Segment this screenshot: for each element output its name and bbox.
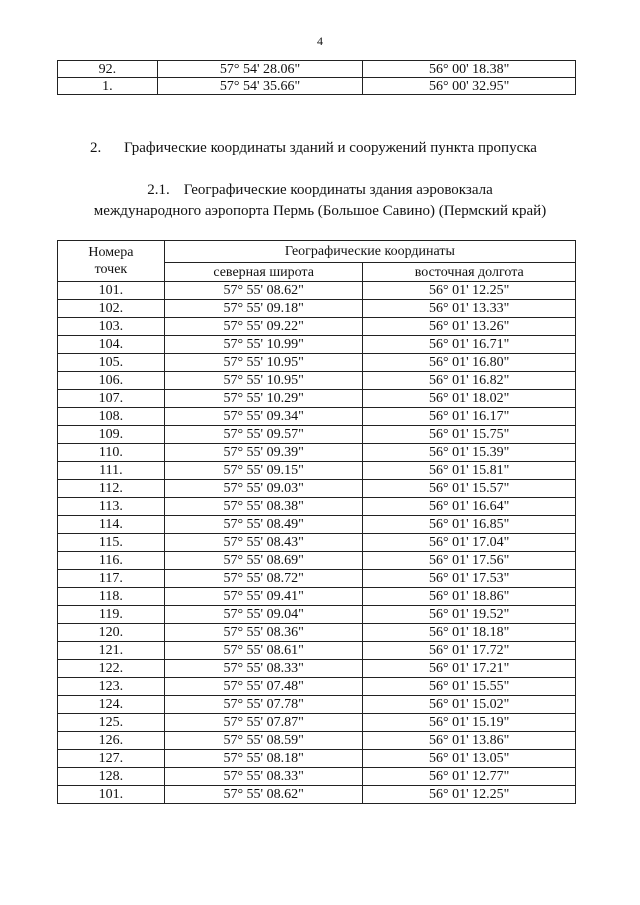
latitude-cell: 57° 55' 09.34" bbox=[164, 408, 363, 426]
point-number-cell: 103. bbox=[58, 318, 165, 336]
table-row bbox=[58, 606, 576, 624]
latitude-cell: 57° 55' 09.04" bbox=[164, 606, 363, 624]
latitude-cell: 57° 54' 28.06" bbox=[157, 61, 363, 78]
longitude-cell: 56° 01' 17.56" bbox=[363, 552, 576, 570]
point-number-cell: 92. bbox=[58, 61, 158, 78]
point-number-cell: 128. bbox=[58, 768, 165, 786]
point-number-cell: 104. bbox=[58, 336, 165, 354]
table-row bbox=[58, 696, 576, 714]
continuation-table-body bbox=[58, 61, 576, 95]
table-row bbox=[58, 61, 576, 78]
latitude-cell: 57° 55' 08.62" bbox=[164, 786, 363, 804]
longitude-cell: 56° 01' 12.25" bbox=[363, 786, 576, 804]
longitude-cell: 56° 01' 16.17" bbox=[363, 408, 576, 426]
latitude-cell: 57° 55' 10.95" bbox=[164, 372, 363, 390]
longitude-cell: 56° 01' 13.26" bbox=[363, 318, 576, 336]
point-number-cell: 119. bbox=[58, 606, 165, 624]
table-row bbox=[58, 570, 576, 588]
coordinates-table bbox=[57, 240, 576, 804]
header-point-number-line2: точек bbox=[94, 262, 128, 277]
table-row bbox=[58, 678, 576, 696]
point-number-cell: 1. bbox=[58, 78, 158, 95]
section-heading bbox=[90, 140, 537, 157]
longitude-cell: 56° 01' 16.64" bbox=[363, 498, 576, 516]
latitude-cell: 57° 55' 08.61" bbox=[164, 642, 363, 660]
table-row bbox=[58, 768, 576, 786]
table-row bbox=[58, 318, 576, 336]
latitude-cell: 57° 55' 07.78" bbox=[164, 696, 363, 714]
latitude-cell: 57° 55' 10.29" bbox=[164, 390, 363, 408]
latitude-cell: 57° 55' 10.95" bbox=[164, 354, 363, 372]
longitude-cell: 56° 00' 18.38" bbox=[363, 61, 576, 78]
latitude-cell: 57° 55' 09.41" bbox=[164, 588, 363, 606]
table-row bbox=[58, 480, 576, 498]
latitude-cell: 57° 55' 09.57" bbox=[164, 426, 363, 444]
longitude-cell: 56° 01' 15.39" bbox=[363, 444, 576, 462]
point-number-cell: 107. bbox=[58, 390, 165, 408]
table-row bbox=[58, 426, 576, 444]
latitude-cell: 57° 55' 09.18" bbox=[164, 300, 363, 318]
point-number-cell: 118. bbox=[58, 588, 165, 606]
latitude-cell: 57° 55' 09.15" bbox=[164, 462, 363, 480]
longitude-cell: 56° 01' 13.86" bbox=[363, 732, 576, 750]
point-number-cell: 113. bbox=[58, 498, 165, 516]
subsection-title-line2: международного аэропорта Пермь (Большое Савино) (Пермский край) bbox=[93, 203, 547, 219]
table-row bbox=[58, 714, 576, 732]
table-row bbox=[58, 336, 576, 354]
latitude-cell: 57° 55' 07.87" bbox=[164, 714, 363, 732]
table-row bbox=[58, 786, 576, 804]
longitude-cell: 56° 01' 17.21" bbox=[363, 660, 576, 678]
latitude-cell: 57° 55' 08.59" bbox=[164, 732, 363, 750]
table-row bbox=[58, 498, 576, 516]
continuation-table bbox=[57, 60, 576, 95]
longitude-cell: 56° 01' 15.55" bbox=[363, 678, 576, 696]
subsection-number: 2.1. bbox=[147, 182, 170, 198]
table-row bbox=[58, 372, 576, 390]
longitude-cell: 56° 01' 13.33" bbox=[363, 300, 576, 318]
point-number-cell: 109. bbox=[58, 426, 165, 444]
point-number-cell: 122. bbox=[58, 660, 165, 678]
latitude-cell: 57° 55' 08.69" bbox=[164, 552, 363, 570]
latitude-cell: 57° 55' 09.03" bbox=[164, 480, 363, 498]
longitude-cell: 56° 00' 32.95" bbox=[363, 78, 576, 95]
header-coordinates: Географические координаты bbox=[164, 241, 575, 263]
header-latitude: северная широта bbox=[164, 263, 363, 282]
table-row bbox=[58, 534, 576, 552]
point-number-cell: 125. bbox=[58, 714, 165, 732]
table-row bbox=[58, 444, 576, 462]
subsection-heading bbox=[0, 180, 640, 222]
latitude-cell: 57° 55' 08.49" bbox=[164, 516, 363, 534]
longitude-cell: 56° 01' 12.25" bbox=[363, 282, 576, 300]
longitude-cell: 56° 01' 18.02" bbox=[363, 390, 576, 408]
longitude-cell: 56° 01' 15.75" bbox=[363, 426, 576, 444]
longitude-cell: 56° 01' 15.81" bbox=[363, 462, 576, 480]
point-number-cell: 126. bbox=[58, 732, 165, 750]
table-row bbox=[58, 300, 576, 318]
point-number-cell: 121. bbox=[58, 642, 165, 660]
point-number-cell: 115. bbox=[58, 534, 165, 552]
table-row bbox=[58, 462, 576, 480]
latitude-cell: 57° 55' 09.22" bbox=[164, 318, 363, 336]
table-row bbox=[58, 408, 576, 426]
latitude-cell: 57° 55' 08.33" bbox=[164, 768, 363, 786]
latitude-cell: 57° 55' 08.36" bbox=[164, 624, 363, 642]
longitude-cell: 56° 01' 18.86" bbox=[363, 588, 576, 606]
longitude-cell: 56° 01' 17.04" bbox=[363, 534, 576, 552]
section-number: 2. bbox=[90, 140, 102, 156]
table-row bbox=[58, 354, 576, 372]
point-number-cell: 127. bbox=[58, 750, 165, 768]
longitude-cell: 56° 01' 16.71" bbox=[363, 336, 576, 354]
table-row bbox=[58, 552, 576, 570]
point-number-cell: 101. bbox=[58, 282, 165, 300]
point-number-cell: 111. bbox=[58, 462, 165, 480]
point-number-cell: 112. bbox=[58, 480, 165, 498]
header-point-number-line1: Номера bbox=[88, 245, 134, 260]
latitude-cell: 57° 55' 08.18" bbox=[164, 750, 363, 768]
longitude-cell: 56° 01' 16.85" bbox=[363, 516, 576, 534]
longitude-cell: 56° 01' 18.18" bbox=[363, 624, 576, 642]
longitude-cell: 56° 01' 16.80" bbox=[363, 354, 576, 372]
page-number: 4 bbox=[317, 34, 323, 48]
coordinates-table-body bbox=[58, 282, 576, 804]
table-row bbox=[58, 588, 576, 606]
latitude-cell: 57° 55' 08.38" bbox=[164, 498, 363, 516]
table-row bbox=[58, 390, 576, 408]
header-longitude: восточная долгота bbox=[363, 263, 576, 282]
latitude-cell: 57° 55' 09.39" bbox=[164, 444, 363, 462]
point-number-cell: 102. bbox=[58, 300, 165, 318]
longitude-cell: 56° 01' 13.05" bbox=[363, 750, 576, 768]
point-number-cell: 114. bbox=[58, 516, 165, 534]
coordinates-table-header bbox=[58, 241, 576, 282]
table-row bbox=[58, 624, 576, 642]
header-point-number bbox=[58, 241, 165, 282]
point-number-cell: 105. bbox=[58, 354, 165, 372]
longitude-cell: 56° 01' 17.53" bbox=[363, 570, 576, 588]
point-number-cell: 123. bbox=[58, 678, 165, 696]
point-number-cell: 124. bbox=[58, 696, 165, 714]
table-row bbox=[58, 78, 576, 95]
table-row bbox=[58, 516, 576, 534]
section-title: Графические координаты зданий и сооружений пункта пропуска bbox=[124, 140, 537, 156]
table-row bbox=[58, 660, 576, 678]
point-number-cell: 101. bbox=[58, 786, 165, 804]
latitude-cell: 57° 55' 07.48" bbox=[164, 678, 363, 696]
point-number-cell: 110. bbox=[58, 444, 165, 462]
longitude-cell: 56° 01' 12.77" bbox=[363, 768, 576, 786]
table-row bbox=[58, 750, 576, 768]
point-number-cell: 120. bbox=[58, 624, 165, 642]
longitude-cell: 56° 01' 15.57" bbox=[363, 480, 576, 498]
point-number-cell: 106. bbox=[58, 372, 165, 390]
latitude-cell: 57° 55' 08.72" bbox=[164, 570, 363, 588]
latitude-cell: 57° 55' 10.99" bbox=[164, 336, 363, 354]
table-row bbox=[58, 732, 576, 750]
subsection-title-line1: Географические координаты здания аэровокзала bbox=[183, 182, 493, 198]
longitude-cell: 56° 01' 17.72" bbox=[363, 642, 576, 660]
table-row bbox=[58, 282, 576, 300]
longitude-cell: 56° 01' 16.82" bbox=[363, 372, 576, 390]
longitude-cell: 56° 01' 19.52" bbox=[363, 606, 576, 624]
longitude-cell: 56° 01' 15.02" bbox=[363, 696, 576, 714]
latitude-cell: 57° 55' 08.62" bbox=[164, 282, 363, 300]
latitude-cell: 57° 55' 08.33" bbox=[164, 660, 363, 678]
table-row bbox=[58, 642, 576, 660]
point-number-cell: 117. bbox=[58, 570, 165, 588]
latitude-cell: 57° 54' 35.66" bbox=[157, 78, 363, 95]
point-number-cell: 108. bbox=[58, 408, 165, 426]
latitude-cell: 57° 55' 08.43" bbox=[164, 534, 363, 552]
longitude-cell: 56° 01' 15.19" bbox=[363, 714, 576, 732]
point-number-cell: 116. bbox=[58, 552, 165, 570]
